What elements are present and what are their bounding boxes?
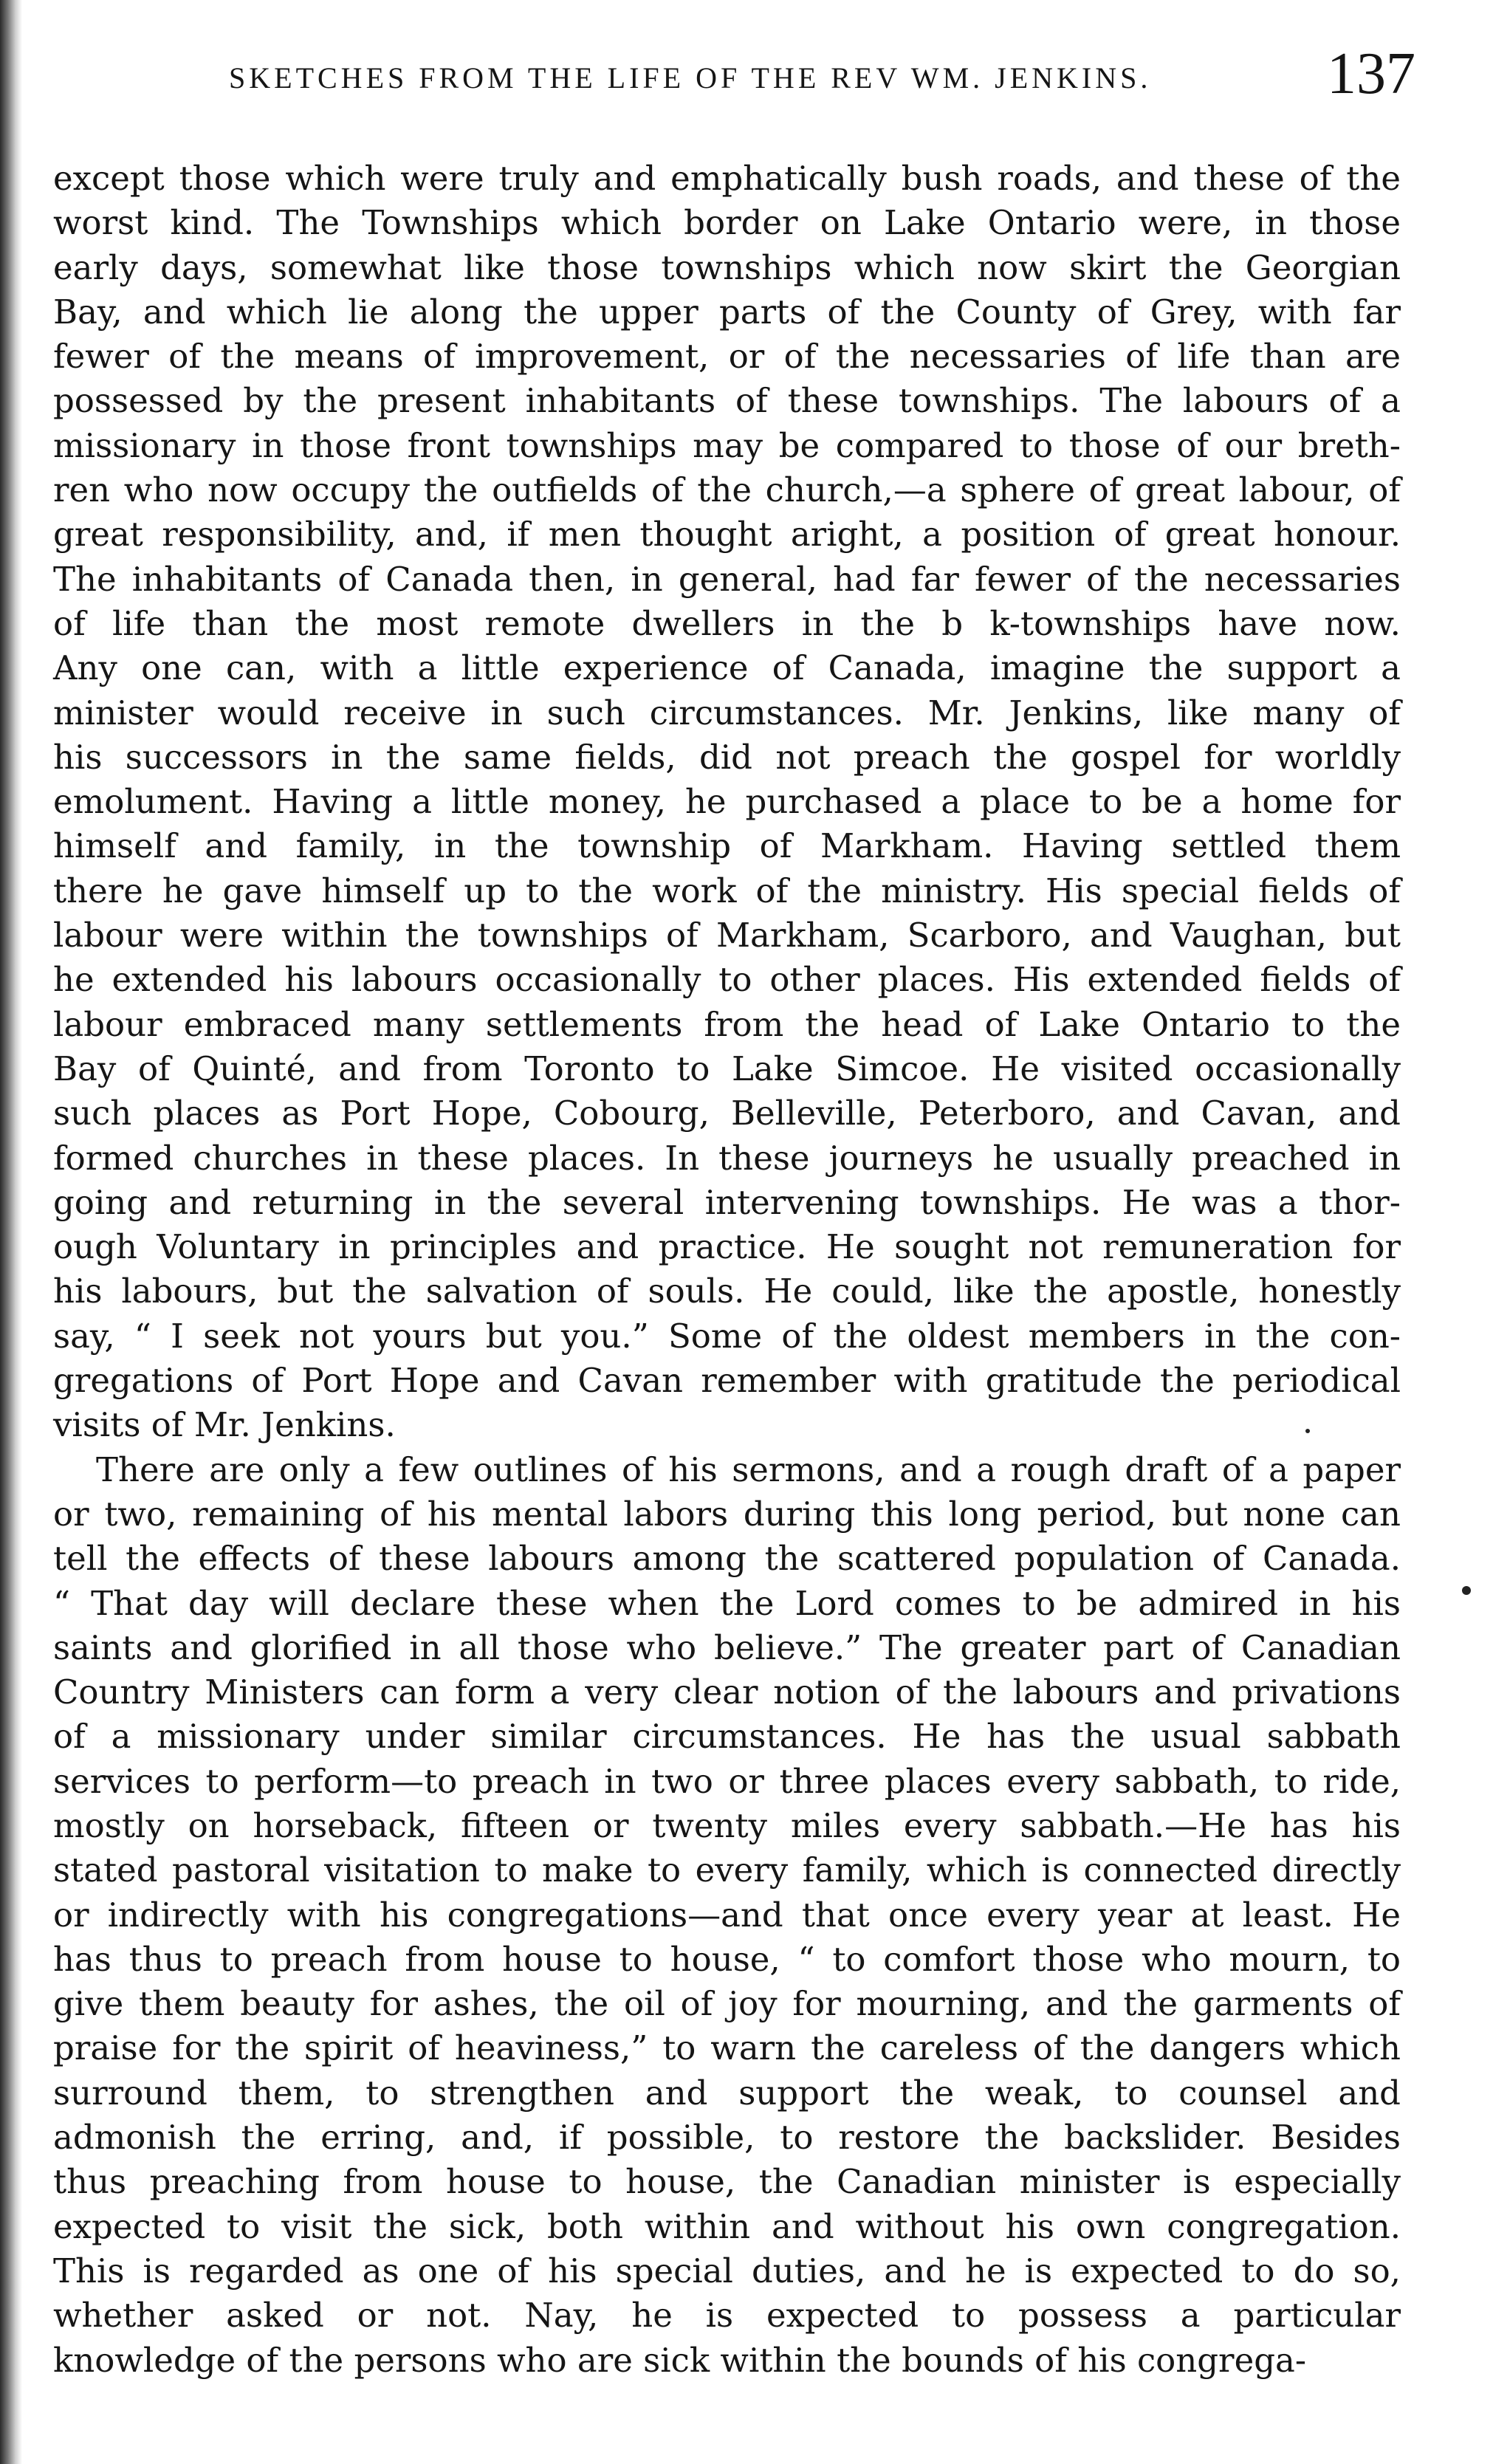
- text-line: mostly on horseback, fifteen or twenty miles every sabbath.—He has his: [53, 1805, 1401, 1845]
- text-line: Country Ministers can form a very clear notion of the labours and privations: [53, 1672, 1401, 1712]
- text-line: Bay, and which lie along the upper parts of the County of Grey, with far: [53, 292, 1401, 332]
- running-title: SKETCHES FROM THE LIFE OF THE REV WM. JENKINS.: [229, 61, 1152, 95]
- paragraph: [53, 157, 1401, 1448]
- scan-edge: [0, 0, 22, 2464]
- text-line: This is regarded as one of his special duties, and he is expected to do so,: [53, 2251, 1401, 2290]
- text-line: stated pastoral visitation to make to every family, which is connected directly: [53, 1850, 1401, 1890]
- text-line: admonish the erring, and, if possible, to restore the backslider. Besides: [53, 2118, 1401, 2158]
- text-line: visits of Mr. Jenkins.: [53, 1405, 396, 1445]
- text-line: missionary in those front townships may be compared to those of our breth-: [53, 425, 1401, 465]
- body-text: [53, 157, 1401, 2383]
- text-line: there he gave himself up to the work of the ministry. His special fields of: [53, 871, 1401, 910]
- text-line: whether asked or not. Nay, he is expected to possess a particular: [53, 2296, 1401, 2336]
- text-line: or two, remaining of his mental labors during this long period, but none can: [53, 1494, 1401, 1534]
- text-line: such places as Port Hope, Cobourg, Belleville, Peterboro, and Cavan, and: [53, 1094, 1401, 1133]
- text-line: or indirectly with his congregations—and that once every year at least. He: [53, 1895, 1401, 1935]
- text-line: has thus to preach from house to house, “ to comfort those who mourn, to: [53, 1939, 1401, 1979]
- text-line: There are only a few outlines of his sermons, and a rough draft of a paper: [96, 1449, 1401, 1489]
- text-line: possessed by the present inhabitants of these townships. The labours of a: [53, 381, 1401, 421]
- text-line: gregations of Port Hope and Cavan remember with gratitude the periodical: [53, 1361, 1401, 1401]
- text-line: labour were within the townships of Markham, Scarboro, and Vaughan, but: [53, 916, 1401, 955]
- text-line: saints and glorified in all those who believe.” The greater part of Canadian: [53, 1627, 1401, 1667]
- page-header: [0, 41, 1493, 126]
- text-line: tell the effects of these labours among the scattered population of Canada.: [53, 1539, 1401, 1579]
- text-line: knowledge of the persons who are sick within the bounds of his congrega-: [53, 2340, 1307, 2380]
- text-line: The inhabitants of Canada then, in general, had far fewer of the necessaries: [53, 559, 1401, 599]
- text-line: his labours, but the salvation of souls. He could, like the apostle, honestly: [53, 1272, 1401, 1311]
- text-line: say, “ I seek not yours but you.” Some of the oldest members in the con-: [53, 1316, 1401, 1356]
- text-line: except those which were truly and emphatically bush roads, and these of the: [53, 159, 1401, 198]
- text-line: surround them, to strengthen and support the weak, to counsel and: [53, 2073, 1401, 2113]
- text-line: emolument. Having a little money, he purchased a place to be a home for: [53, 782, 1401, 822]
- text-line: Bay of Quinté, and from Toronto to Lake Simcoe. He visited occasionally: [53, 1049, 1401, 1088]
- text-line: give them beauty for ashes, the oil of joy for mourning, and the garments of: [53, 1984, 1401, 2024]
- text-line: praise for the spirit of heaviness,” to warn the careless of the dangers which: [53, 2028, 1401, 2068]
- text-line: ren who now occupy the outfields of the church,—a sphere of great labour, of: [53, 470, 1401, 510]
- text-line: thus preaching from house to house, the Canadian minister is especially: [53, 2162, 1401, 2202]
- text-line: he extended his labours occasionally to other places. His extended fields of: [53, 960, 1401, 1000]
- page-number: 137: [1327, 41, 1415, 106]
- text-line: great responsibility, and, if men thought aright, a position of great honour.: [53, 515, 1401, 555]
- ink-speck: [1462, 1586, 1471, 1595]
- paragraph: [53, 1448, 1401, 2383]
- text-line: going and returning in the several intervening townships. He was a thor-: [53, 1182, 1401, 1222]
- text-line: ough Voluntary in principles and practice. He sought not remuneration for: [53, 1227, 1401, 1267]
- text-line: himself and family, in the township of Markham. Having settled them: [53, 826, 1401, 866]
- text-line: services to perform—to preach in two or three places every sabbath, to ride,: [53, 1761, 1401, 1801]
- text-line: worst kind. The Townships which border on Lake Ontario were, in those: [53, 203, 1401, 243]
- text-line: of a missionary under similar circumstances. He has the usual sabbath: [53, 1717, 1401, 1757]
- ink-speck: [1305, 1429, 1310, 1433]
- text-line: expected to visit the sick, both within and without his own congregation.: [53, 2206, 1401, 2246]
- text-line: early days, somewhat like those townships which now skirt the Georgian: [53, 247, 1401, 287]
- text-line: labour embraced many settlements from the head of Lake Ontario to the: [53, 1004, 1401, 1044]
- text-line: his successors in the same fields, did not preach the gospel for worldly: [53, 737, 1401, 777]
- text-line: “ That day will declare these when the Lord comes to be admired in his: [53, 1583, 1401, 1623]
- text-line: formed churches in these places. In these journeys he usually preached in: [53, 1138, 1401, 1178]
- text-line: of life than the most remote dwellers in the b k-townships have now.: [53, 603, 1401, 643]
- text-line: minister would receive in such circumstances. Mr. Jenkins, like many of: [53, 693, 1401, 732]
- text-line: fewer of the means of improvement, or of the necessaries of life than are: [53, 337, 1401, 377]
- text-line: Any one can, with a little experience of Canada, imagine the support a: [53, 648, 1401, 688]
